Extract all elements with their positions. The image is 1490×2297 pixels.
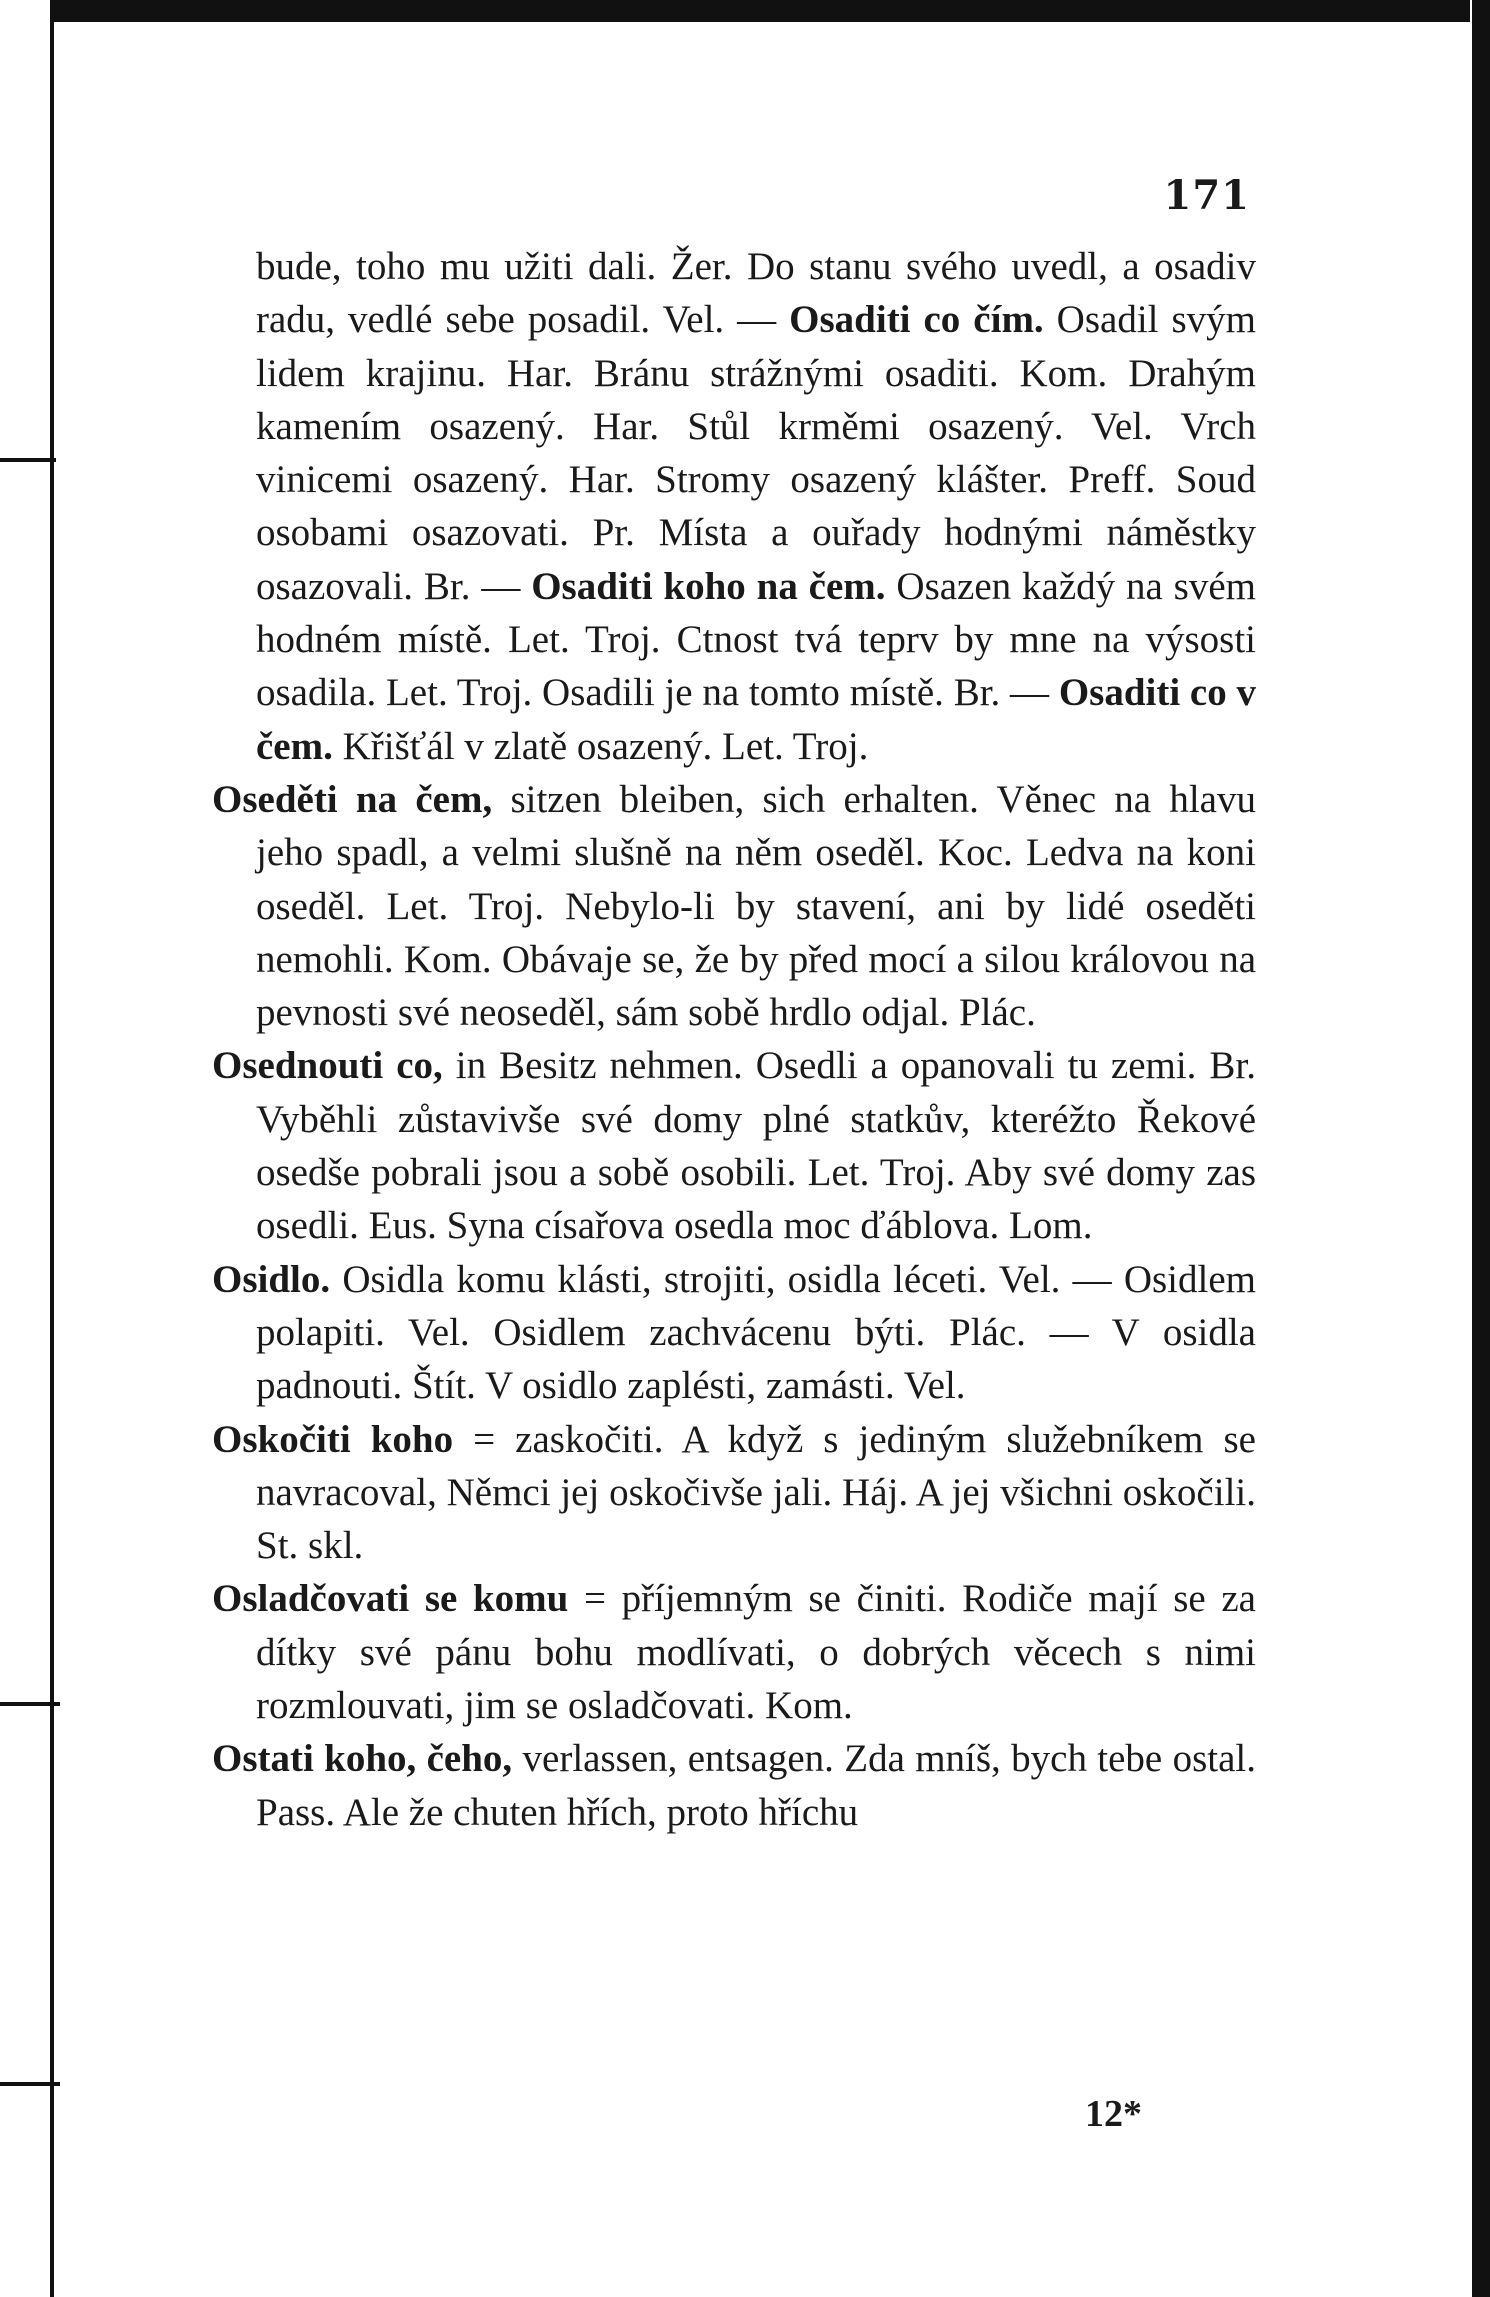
- page-number: 171: [1163, 172, 1250, 219]
- entry-text: in Besitz nehmen. Osedli a opanovali tu zemi. Br. Vyběhli zůstavivše své domy plné statkův, kteréžto Řekové osedše pobrali jsou a sobě osobili. Let. Troj. Aby své domy zas osedli. Eus. Syna císařova osedla moc ďáblova. Lom.: [256, 1044, 1257, 1248]
- dictionary-entry: [212, 1413, 1256, 1573]
- entry-headword: Osaditi koho na čem.: [531, 564, 886, 608]
- entry-headword: Oskočiti koho: [212, 1417, 454, 1461]
- entry-text: sitzen bleiben, sich erhalten. Věnec na hlavu jeho spadl, a velmi slušně na něm oseděl. Koc. Ledva na koni oseděl. Let. Troj. Nebylo-li by stavení, ani by lidé oseděti nemohli. Kom. Obávaje se, že by před mocí a silou královou na pevnosti své neoseděl, sám sobě hrdlo odjal. Plác.: [256, 777, 1256, 1035]
- entry-headword: Osednouti co,: [212, 1044, 443, 1088]
- gutter-mark: [0, 458, 56, 462]
- page-gutter: [0, 0, 54, 2297]
- entry-text: Křišťál v zlatě osazený. Let. Troj.: [332, 724, 869, 768]
- entry-headword: Osidlo.: [212, 1257, 331, 1301]
- dictionary-entry: [212, 1732, 1256, 1839]
- gutter-mark: [0, 2082, 60, 2086]
- entry-headword: Oseděti na čem,: [212, 777, 493, 821]
- dictionary-entry: [212, 773, 1256, 1039]
- dictionary-entry: [212, 1039, 1256, 1252]
- scan-right-border: [1472, 0, 1490, 2297]
- entry-text: = příjemným se činiti. Rodiče mají se za dítky své pánu bohu modlívati, o dobrých věcech s nimi rozmlouvati, jim se osladčovati. Kom.: [256, 1577, 1256, 1728]
- entry-headword: Ostati koho, čeho,: [212, 1737, 513, 1781]
- scan-top-border: [30, 0, 1470, 22]
- dictionary-text: [212, 240, 1256, 1839]
- entry-text: = zaskočiti. A když s jediným služebníkem se navracoval, Němci jej oskočivše jali. Háj. A jej všichni oskočili. St. skl.: [256, 1417, 1256, 1568]
- entry-headword: Osaditi co čím.: [789, 298, 1044, 342]
- printer-signature-mark: 12*: [1085, 2093, 1142, 2135]
- entry-headword: Osaditi co v čem.: [256, 671, 1257, 768]
- dictionary-entry: [212, 1253, 1256, 1413]
- entry-text: verlassen, entsagen. Zda mníš, bych tebe ostal. Pass. Ale že chuten hřích, proto hříchu: [256, 1737, 1256, 1834]
- gutter-mark: [0, 1702, 60, 1706]
- dictionary-entry: [212, 240, 1256, 773]
- entry-text: bude, toho mu užiti dali. Žer. Do stanu svého uvedl, a osadiv radu, vedlé sebe posadil. Vel. —: [256, 245, 1256, 342]
- entry-headword: Osladčovati se komu: [212, 1577, 569, 1621]
- entry-text: Osazen každý na svém hodném místě. Let. Troj. Ctnost tvá teprv by mne na výsosti osadila. Let. Troj. Osadili je na tomto místě. Br. —: [256, 564, 1256, 715]
- entry-text: Osadil svým lidem krajinu. Har. Bránu strážnými osaditi. Kom. Drahým kamením osazený. Har. Stůl krměmi osazený. Vel. Vrch vinicemi osazený. Har. Stromy osazený klášter. Preff. Soud osobami osazovati. Pr. Místa a ouřady hodnými náměstky osazovali. Br. —: [256, 298, 1256, 608]
- entry-text: Osidla komu klásti, strojiti, osidla léceti. Vel. — Osidlem polapiti. Vel. Osidlem zachvácenu býti. Plác. — V osidla padnouti. Štít. V osidlo zaplésti, zamásti. Vel.: [256, 1257, 1256, 1408]
- dictionary-entry: [212, 1572, 1256, 1732]
